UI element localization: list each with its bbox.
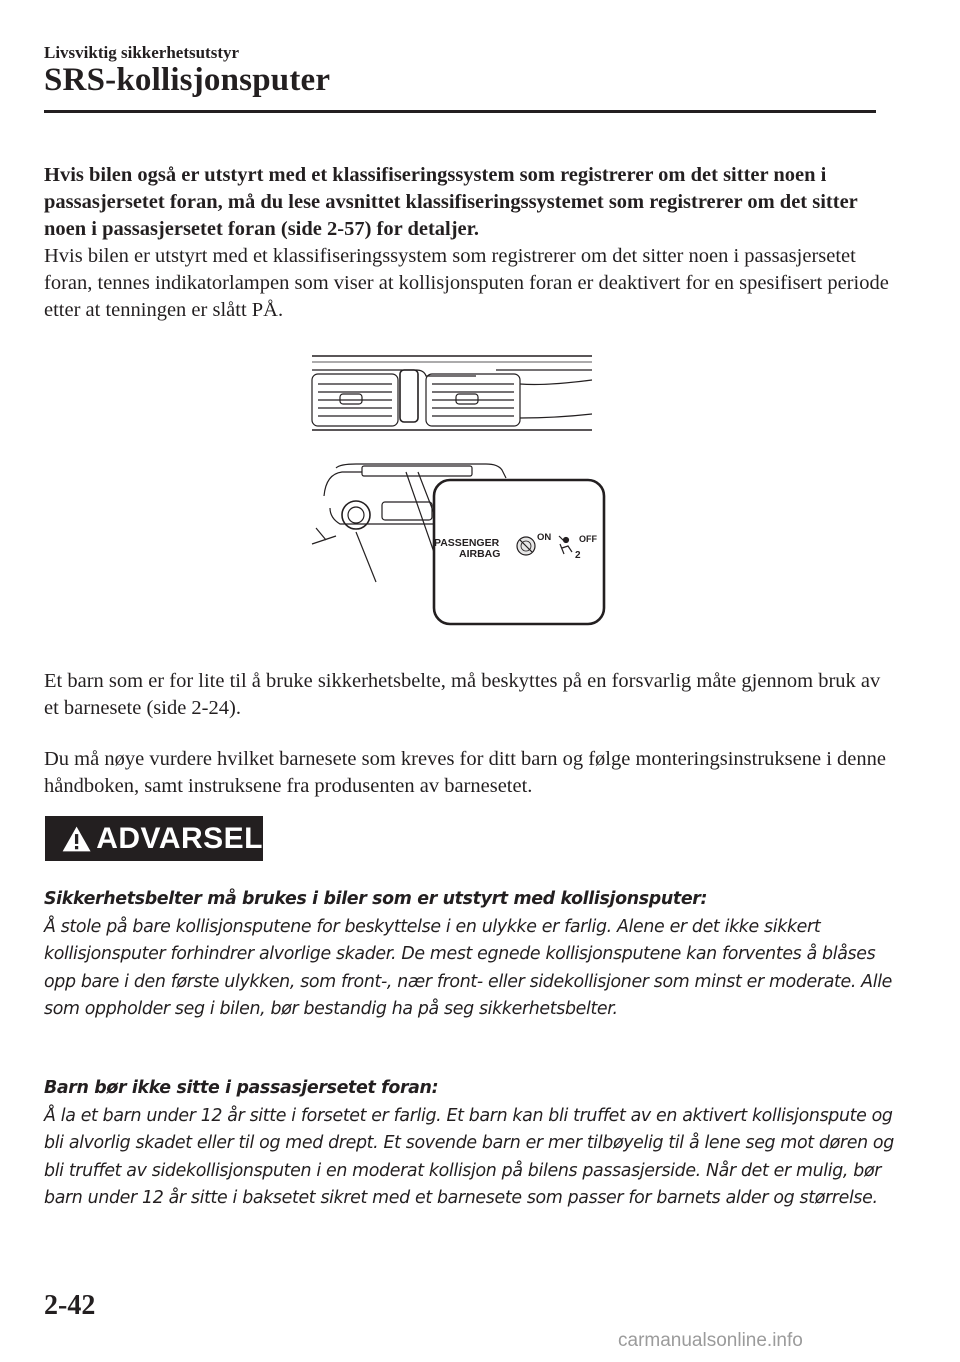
airbag-label: AIRBAG: [459, 548, 501, 560]
watermark: carmanualsonline.info: [618, 1330, 803, 1351]
warning-item-text: Å stole på bare kollisjonsputene for beskyttelse i en ulykke er farlig. Alene er det ikke sikkert kollisjonsputer forhindrer alvorlige skader. De mest egnede kollisjonsputene kan forventes å blåses opp bare i den første ulykken, som front-, nær front- eller sidekollisjoner som minst er moderate. Alle som oppholder seg i bilen, bør bestandig ha på seg sikkerhetsbelter.: [44, 916, 893, 1019]
page-number: 2-42: [44, 1290, 96, 1321]
seat-number-label: 2: [575, 550, 581, 561]
warning-item-seatbelts: [44, 886, 904, 1024]
warning-item-heading: Barn bør ikke sitte i passasjersetet foran:: [44, 1078, 439, 1098]
warning-label: ADVARSEL: [96, 821, 263, 855]
warning-item-front-seat: [44, 1075, 904, 1213]
passenger-label: PASSENGER: [434, 537, 500, 549]
page-title: SRS-kollisjonsputer: [44, 62, 331, 98]
warning-badge: [45, 816, 263, 861]
on-label: ON: [537, 532, 552, 543]
dashboard-indicator-illustration: [296, 348, 612, 628]
indicator-paragraph: Hvis bilen er utstyrt med et klassifiseringssystem som registrerer om det sitter noen i passasjersetet foran, tennes indikatorlampen som viser at kollisjonsputen foran er deaktivert for en spesifisert periode etter at tenningen er slått PÅ.: [44, 245, 889, 321]
warning-item-text: Å la et barn under 12 år sitte i forsetet er farlig. Et barn kan bli truffet av en aktivert kollisjonspute og bli alvorlig skadet eller til og med drept. Et sovende barn er mer tilbøyelig til å lene seg mot døren og bli truffet av sidekollisjonsputen i en moderat kollisjon på bilens passasjerside. Når det er mulig, bør barn under 12 år sitte i baksetet sikret med et barnesete som passer for barnets alder og størrelse.: [44, 1105, 894, 1208]
child-seat-paragraph: Et barn som er for lite til å bruke sikkerhetsbelte, må beskyttes på en forsvarlig måte gjennom bruk av et barnesete (side 2-24).: [44, 670, 881, 719]
intro-bold-paragraph: Hvis bilen også er utstyrt med et klassifiseringssystem som registrerer om det sitter noen i passasjersetet foran, må du lese avsnittet klassifiseringssystemet som registrerer om det sitter noen i passasjersetet foran (side 2-57) for detaljer.: [44, 164, 858, 240]
airbag-off-icon: [517, 537, 535, 555]
section-label: Livsviktig sikkerhetsutstyr: [44, 43, 240, 62]
installation-paragraph: Du må nøye vurdere hvilket barnesete som kreves for ditt barn og følge monteringsinstruksene i denne håndboken, samt instruksene fra produsenten av barnesetet.: [44, 748, 886, 797]
off-label: OFF: [579, 534, 597, 544]
title-rule: [44, 110, 876, 113]
warning-triangle-icon: [61, 822, 92, 856]
warning-item-heading: Sikkerhetsbelter må brukes i biler som er utstyrt med kollisjonsputer:: [44, 889, 708, 909]
